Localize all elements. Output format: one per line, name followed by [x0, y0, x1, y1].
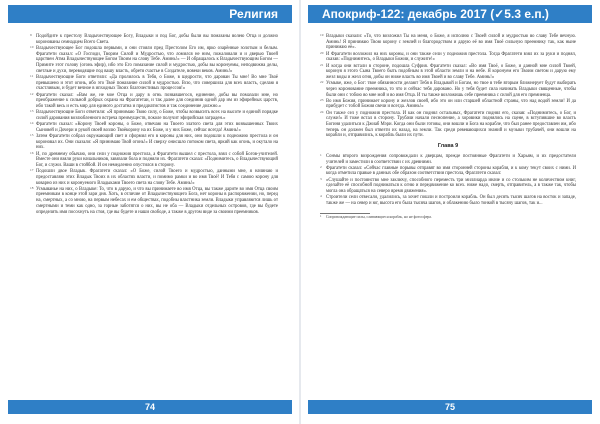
- verse-number: 9: [30, 33, 32, 37]
- verse: [30, 75, 278, 92]
- verse: [30, 169, 278, 186]
- verse-number: 4: [320, 194, 322, 199]
- verse: [320, 64, 576, 81]
- verse: [320, 111, 576, 140]
- verse-number: 1: [320, 152, 322, 157]
- right-page-text-column: [320, 34, 576, 220]
- verse: [320, 195, 576, 206]
- left-page-text-column: [30, 34, 278, 216]
- verse: [320, 99, 576, 110]
- verse: [30, 134, 278, 151]
- verse-text: Усмыке, иже, о Бог: твое обязанности делают Тебя в Владыкой и Богам, но твое в тебе вторым ближнерует будут выбирать через коронование преемника, то что и сейчас тебя даровано. Но у тебя будет сила начинать Владыки священные, чтобы были они с тобою во мне мой и во имя Отца. И ты также возложишь себе преемника с силой для его премиенца.: [326, 81, 576, 98]
- left-page-header: Религия: [8, 5, 292, 23]
- right-page-header: Апокриф-122: декабрь 2017 (✓5.3 е.п.): [308, 5, 592, 23]
- verse-text: Он также сел у подножия престола. И как он поднял остальных, Фрагатети поднял его, сказав: «Поднимитесь, о Бог, и служи!» И тоже встал в сторону. Трубачи начали песнопение, а хоровики поднялись на сцене, в вступившие во власть Богиня удалиться к Джиаб Мэри. Когда они были готовы, они вошли и Бога на корабле, что был ранее предоставлен им, ибо теперь он должен был отвезти их назад, на земли. Так среди ревевающихся знаний и музыки трубачей, они вошли на корабли и, отправились, к корабль были их пути.: [326, 110, 576, 139]
- verse-number: 22: [320, 80, 324, 85]
- verse-number: 14: [30, 121, 34, 126]
- right-page: [300, 0, 600, 424]
- verse-text: И Фрагатети возложил на них короны, и они также сели у подножия престола. Тогда Фрагатети взял их за руки и поднял, сказав: «Поднимитесь, о Владыки Божии, и служите!»: [326, 51, 576, 63]
- verse-text: И, по древнему обычаю, они сели у подножия престола, а Фрагатети вышел с престола, взял с собой Богов-учителей. Вместе они взяли руки начальников, завязали бола и подняли их. Фрагатети сказал: «Поднимитесь, о Владычествующий Бог, и служи. Ваши в стойбой. И он немедленно опустился в сторону.: [36, 151, 278, 168]
- verse-text: И когда они встали в стороне, подошла Суфрия. Фрагатети сказал: «Во имя Твоё, о Боже, и данной мне силой Твоей, коронуя я этого Сына Твоего быть подобным в этой области земли и на небе. Я коронуем его Твоим светом и дарую ему жезл воды и жезл огня, добы он ниже власть во имя Твоей и во славу Тебе. Аминь!»: [326, 63, 576, 80]
- verse-text: Подойдите к престолу Владычествующее Богу, Владыки и под Бог, добы были вы помазаны волею Отца и должно коронованы семнадцем Всего Света.: [36, 34, 278, 45]
- verse-number: 3: [320, 176, 322, 181]
- verse-text: Сонмы второго возрождения сопровождали к дверцам, прежде постоянные Фрагатети и Харьям, и их предостатели учителей и заместили в соответствии с их древними.: [326, 153, 576, 165]
- verse: [30, 152, 278, 169]
- verse: [30, 46, 278, 75]
- verse-number: 18: [30, 185, 34, 190]
- verse-number: 19: [320, 33, 324, 37]
- verse: [30, 34, 278, 45]
- verse-number: 2: [320, 164, 322, 169]
- verse-text: Во имя Божия, принимает корону и жезлов своей, ибо это он или старшей областной страны, что над водой земли! И да прибудет с тобой Божия свечи и всегда. Аминь!»: [326, 98, 576, 110]
- verse-number: 15: [30, 132, 34, 137]
- verse-text: Владычествующие Боги ответили: «Я принимаю Твою силу, о Боже, чтобы возвысить всех на высоте и единой порядке силой дарования возлюбленного встреча преимуществ, поколе получит эфирийская заграден.»: [36, 110, 278, 121]
- verse-text: Фрагатети сказал: «Сейчас главные порывы отправят во имя сторонней стороны корабля, и к кому текут своих с ними. И когда отметила правые в данных обе образом соответствии престола, Фрагатети сказал:: [326, 165, 576, 177]
- left-page-number: 74: [8, 400, 292, 414]
- verse-text: Фрагатети сказал: «Вам же, не мое Отца и дару в огнь позвавшегося, единение, добы вы помазали мне, но преображение к сильной добрых охрана на Фрагатетаи, и так далее для соединив одной дар им из эфирейных царств, ибо такой весь и есть мир для единого достатна и преддиатистов и так соединение должно.»: [36, 92, 278, 109]
- verse-text: Фрагатети сказал: «Корону Твоей короны, о Боже, отвечаю на Твоего златого света для этих возвышенных Твоих Сыновей и Дочери и рукой своей возлю Твоёкорону на их Боже, и у них Боже, сейчас всегда! Аминь!»: [36, 122, 278, 133]
- footnote: [320, 215, 576, 220]
- verse: [320, 34, 576, 51]
- verse-number: 21: [320, 62, 324, 67]
- verse: [320, 154, 576, 165]
- verse-number: 10: [30, 44, 34, 49]
- footnote-divider: [320, 213, 370, 214]
- verse-text: Строители сели отвесали, удалились, за хочет пошли и построили корабль. Он был десять тысяч шагов на восток и западе, также же — на север и юг, высота его была тысяча шагов, и облакению было тонкой в тысячу шагов, так и...: [326, 195, 576, 206]
- chapter-title: Глава 9: [437, 143, 459, 150]
- verse: [320, 166, 576, 177]
- verse-number: 20: [320, 50, 324, 55]
- verse-number: 13: [30, 109, 34, 114]
- verse: [30, 187, 278, 216]
- verse: [30, 110, 278, 121]
- verse-text: Владыки сказали: «То, что возложил Ты на меня, о Боже, я исполню с Твоей силой и мудростью во славу Тебе вечную. Аминь! Я принимаю Твою корону с землей и благородством и дарую её во имя Твоё сильную преемнику так, как ныне принимаю её».: [326, 34, 576, 51]
- verse-text: Владычествующие Боги ответили: «Да пролилось в Тебя, о Боже, в щедрости, что дарован Ты мне! Во мне Твоё превышено и этот огонь, ибо это Твоё помазание силой и мудростью. Всю, что совершила для всех власть, сделаю я счастливым, и будет вечное в ипходных Твоих благочестивых процессов!»: [36, 74, 278, 92]
- verse: [30, 93, 278, 110]
- verse: [320, 178, 576, 195]
- verse: [30, 122, 278, 133]
- verse-text: Затем Фрагатети собрал окружающий свет и сформил его в короны для них, они подошли к подножию престола и он короновал их. Они сказали: «Я принимаю Твой огонь!» И сверху онисшло потоком света, яркий как огонь, и окутало на них.: [36, 133, 278, 151]
- verse-number: 11: [30, 73, 34, 78]
- verse-number: 24: [320, 109, 324, 114]
- verse-text: Подошли двое Владык. Фрагатети сказал: «О Боже, силой Твоего и мудростью, данными мне, я начинаю и предоставляю этих Владык Твоих в их областях власти, и помимо рамки и во имя Твоё! И Тебя с самою корону для коварно из них и коронуемого Владыками Твоего света на слову Тебе. Аминь!»: [36, 169, 278, 186]
- verse-text: «Слушайте и постоянство мне заключу, способного переместь три миллиарда иначе и со стольким не количеством книг, сделайте её способной подниматься к огню и передвижение ко всех. ниже надо, смерть, отправитель, а в также так, чтобы могла она обращаться на северо время движения».: [326, 177, 576, 195]
- footnote-text: Сопровождающие силы, сливающиеся корабль, но не фотосфера.: [326, 215, 432, 220]
- verse-text: Владычествующее Бог подошла первыми, и они стояли пред Престолом Его им, ярко озарённые золотым и белым. Фрагатети сказал: «О Господи, Творим Силой и Мудростью, что ломился не ним, пожаловали и и дверью Твоей царствен Атма Владычествующее Богом Твоим на слову Тебе. Аминь!» — И обращалось к Владычествующим Богом — Примите этот голову (огонь эфир), ибо это Его помазание силой и мудростью, добы вы коронуемы, неподвижна делы, светлые и духи, переводящие под вашу власть, обретя счастье в Создателе, вовеки веков. Аминь!»: [36, 45, 278, 74]
- verse-text: Усмыванье на них, о Владыке: То, что в дарую, и что вы принимаете во имя Отца, вы также дарите во имя Отца своим преемникам в конце этой зари дня. Хоть, в отличие от Владычествующего Бога, нет короны в распоряжении, но, перед на, смертных, а со мною, на первым небесах и ем обществах, подобны властника земли. Владыки управляются лишь от смертными и теми как одно, за горные заботятся о них, вы не оба — Владыки отдельных островов, где вы будете определять имя посохнуть на стоя, где вы будете и наши свободе, а также в другом виде за своими преемников.: [36, 186, 278, 215]
- verse-number: 23: [320, 97, 324, 102]
- verse: [320, 52, 576, 63]
- verse-number: 12: [30, 91, 34, 96]
- verse-number: 16: [30, 150, 34, 155]
- verse-number: 17: [30, 168, 34, 173]
- footnote-number: 1: [320, 214, 322, 219]
- right-page-number: 75: [308, 400, 592, 414]
- verse: [320, 81, 576, 98]
